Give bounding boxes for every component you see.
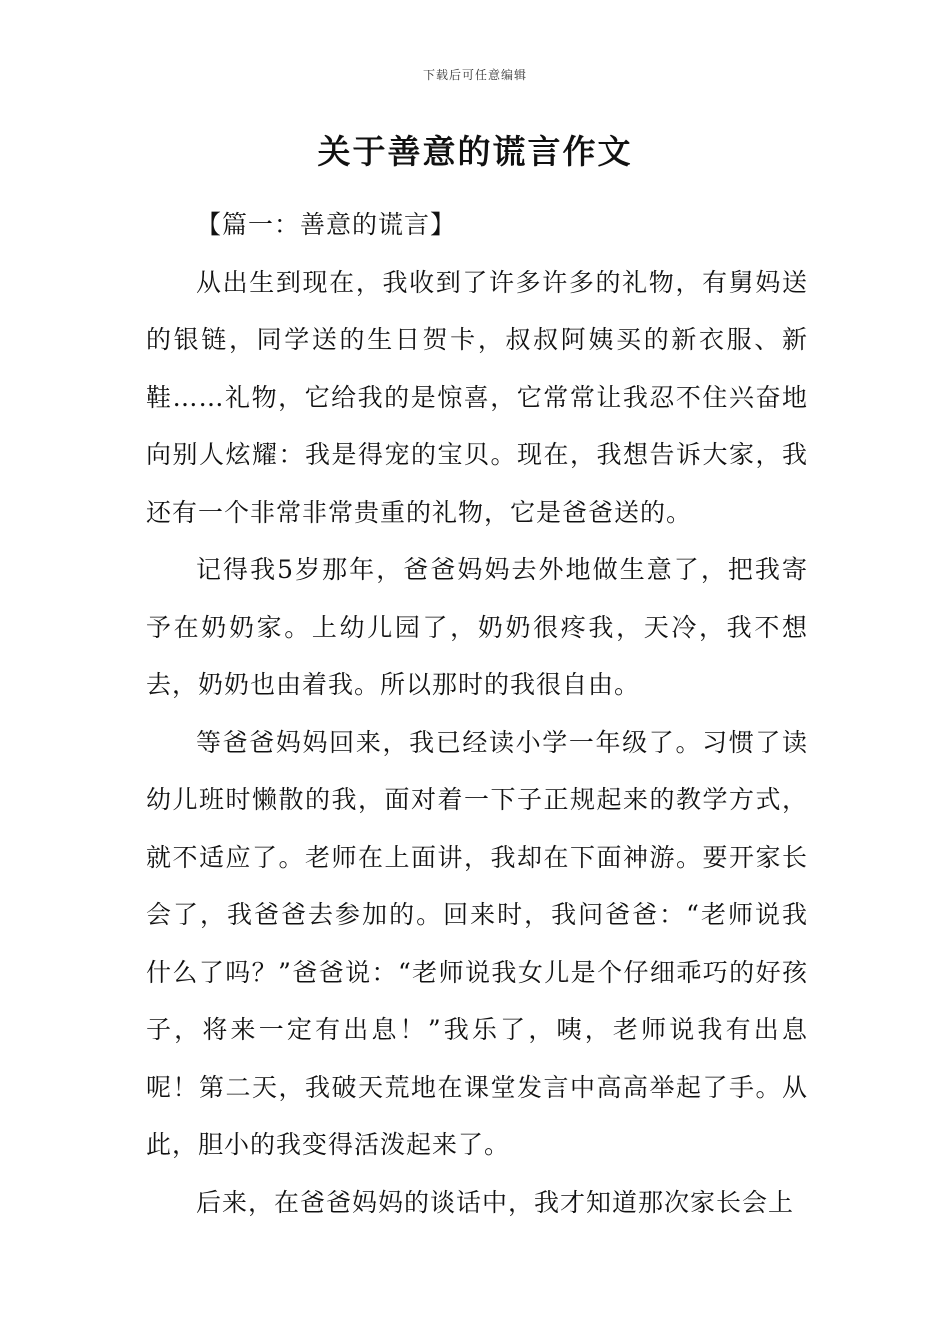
section-heading: 【篇一：善意的谎言】 <box>196 210 457 239</box>
paragraph-1: 从出生到现在，我收到了许多许多的礼物，有舅妈送的银链，同学送的生日贺卡，叔叔阿姨买的新衣服、新鞋……礼物，它给我的是惊喜，它常常让我忍不住兴奋地向别人炫耀：我是得宠的宝贝。现在，我想告诉大家，我还有一个非常非常贵重的礼物，它是爸爸送的。 <box>146 267 808 527</box>
article-body <box>146 196 808 1231</box>
header-note: 下载后可任意编辑 <box>422 68 527 82</box>
paragraph-2: 记得我5岁那年，爸爸妈妈去外地做生意了，把我寄予在奶奶家。上幼儿园了，奶奶很疼我，天冷，我不想去，奶奶也由着我。所以那时的我很自由。 <box>146 555 808 699</box>
paragraph-4: 后来，在爸爸妈妈的谈话中，我才知道那次家长会上 <box>196 1187 795 1217</box>
paragraph-3: 等爸爸妈妈回来，我已经读小学一年级了。习惯了读幼儿班时懒散的我，面对着一下子正规起来的教学方式，就不适应了。老师在上面讲，我却在下面神游。要开家长会了，我爸爸去参加的。回来时，我问爸爸：“老师说我什么了吗？”爸爸说：“老师说我女儿是个仔细乖巧的好孩子，将来一定有出息！”我乐了，咦，老师说我有出息呢！第二天，我破天荒地在课堂发言中高高举起了手。从此，胆小的我变得活泼起来了。 <box>146 727 808 1159</box>
page-title: 关于善意的谎言作文 <box>317 132 633 171</box>
